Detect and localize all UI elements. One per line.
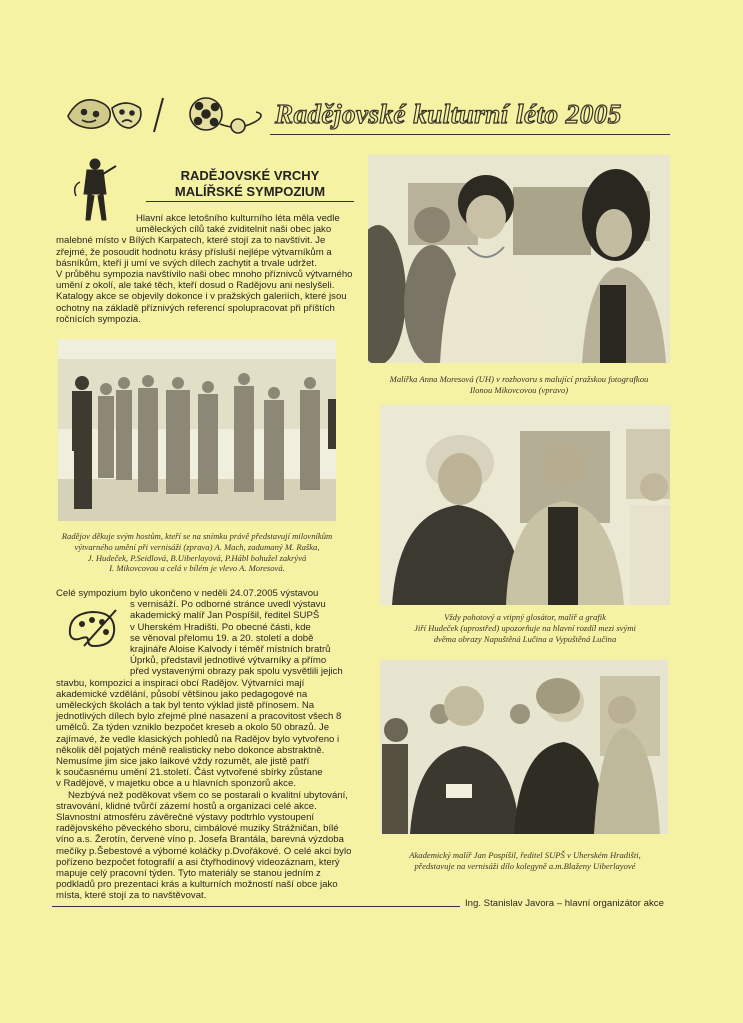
photo2-caption (50, 531, 344, 574)
caption-line: Ilonou Mikovcovou (vpravo) (469, 384, 569, 395)
footer-divider (52, 906, 460, 907)
caption-line: Malířka Anna Moresová (UH) v rozhovoru s malující pražskou fotografkou (389, 374, 649, 384)
text-line: s vernisáží. Po odborné stránce uvedl výstavu (130, 599, 326, 611)
text-line: Nezbývá než poděkovat všem co se postarali o kvalitní ubytování, (68, 789, 348, 801)
text-line: stavbu, kompozici a inspiraci obcí Radějov. Výtvarníci mají (56, 677, 305, 689)
text-line: v Radějově, v majetku obce a u hlavních sponzorů akce. (56, 778, 296, 790)
text-line: krajináře Aloise Kalvody i téměř místních bratrů (130, 644, 331, 656)
text-line: několik děl pojatých méně realisticky nebo dokonce abstraktně. (56, 744, 325, 756)
text-line: akademický malíř Jan Pospíšil, ředitel SUPŠ (130, 610, 320, 622)
heading-line-2: MALÍŘSKÉ SYMPOZIUM (174, 184, 326, 199)
film-reel-icon (190, 98, 261, 133)
intro-paragraph (56, 213, 358, 325)
text-line: ročnících sympozia. (56, 313, 141, 325)
text-line: Nemusíme jim sice jako laikové vždy rozumět, ale jistě patří (56, 756, 310, 768)
author-signature: Ing. Stanislav Javora – hlavní organizátor akce (465, 898, 664, 909)
heading-line-1: RADĚJOVSKÉ VRCHY (180, 168, 320, 183)
page-title: Radějovské kulturní léto 2005 (275, 99, 622, 129)
text-line: v Uherském Hradišti. Po obecné části, kde (130, 621, 311, 633)
photo1-caption (366, 374, 672, 396)
text-line: umění z okolí, ale také těch, kteří dosud o Radějovu ani neslyšeli. (56, 280, 335, 292)
caption-line: Vždy pohotový a vtipný glosátor, malíř a grafik (444, 612, 606, 622)
second-paragraph (56, 588, 358, 902)
text-line: jednotlivých dílech bylo zřejmé plné nasazení a pracovitost všech 8 (56, 711, 342, 723)
text-line: před vystavenými obrazy pak spolu vysvětlili jejich (130, 666, 343, 678)
caption-line: Akademický malíř Jan Pospíšil, ředitel SUPŠ v Uherském Hradišti, (409, 850, 641, 860)
text-line: místa, které stojí za to navštěvovat. (56, 890, 207, 902)
caption-line: dvěma obrazy Napuštěná Lučina a Vypuštěná Lučina (433, 633, 617, 644)
text-line: umělců. Za týden vzniklo bezpočet kreseb a okolo 50 obrazů. Je (56, 722, 330, 734)
text-line: mapuje celý pracovní týden. Tyto materiály se stanou jedním z (56, 868, 321, 880)
photo3-caption (378, 612, 672, 644)
text-line: Hlavní akce letošního kulturního léta měla vedle (136, 213, 340, 224)
text-line: se věnoval přelomu 19. a 20. století a době (130, 632, 314, 644)
caption-line: J. Hudeček, P.Seidlová, B.Uiberlayová, P.Hábl bohužel zakrývá (87, 552, 307, 563)
caption-line: představuje na vernisáži dílo kolegyně a.m.Blaženy Uiberlayové (414, 860, 636, 871)
text-line: ochotny na základě příznivých referencí spolupracovat při příštích (56, 302, 335, 314)
text-line: uměleckých školách a tak byl tento výklad jistě přínosem. Na (56, 700, 315, 712)
text-line: Katalogy akce se objevily dokonce i v pražských galeriích, které jsou (56, 291, 347, 303)
text-line: akademické vzdělání, působí většinou jako pedagogové na (56, 688, 308, 700)
photo-women-conversation (368, 155, 670, 363)
text-line: zajímavé, že vedle klasických pohledů na Radějov bylo vytvořeno i (56, 733, 340, 745)
caption-line: I. Mikovcovou a celá v bílém je vlevo A. Moresová. (109, 563, 285, 574)
article-heading (150, 168, 350, 200)
text-line: podkladů pro prezentaci krás a kulturních možností naší obce jako (56, 879, 338, 891)
text-line: k současnému umění 21.století. Část vytvořené sbírky zůstane (56, 767, 323, 779)
photo-group-of-artists (58, 339, 336, 521)
photo4-caption (378, 850, 672, 872)
photo-opening-speech (380, 660, 668, 834)
heading-underline (146, 201, 354, 202)
text-line: víno a.s. Žerotín, červené víno p. Josefa Brantála, barevná výzdoba (56, 834, 344, 846)
header-decoration (60, 88, 270, 138)
photo-artist-explaining (380, 405, 670, 605)
text-line: uměleckých cílů také zviditelnit naši obec jako (136, 224, 332, 236)
text-line: mečíky p.Šebestové a výborné koláčky p.Dvořákové. O celé akci bylo (56, 845, 352, 857)
caption-line: Radějov děkuje svým hostům, kteří se na snímku právě představují milovníkům (61, 531, 333, 541)
text-line: Slavnostní atmosféru závěrečné výstavy podtrhlo vystoupení (56, 812, 315, 824)
text-line: básníkům, kteří ji umí ve svých dílech zachytit a trvale udržet. (56, 257, 317, 269)
header-divider (270, 134, 670, 135)
text-line: malebné místo v Bílých Karpatech, které stojí za to navštívit. Je (56, 235, 326, 247)
drama-masks-icon (68, 100, 141, 128)
text-line: stravování, klidné tvůrčí zázemí hostů a organizaci celé akce. (56, 800, 317, 812)
text-line: radějovského pěveckého sboru, cimbálové muziky Strážničan, bílé (56, 823, 339, 835)
text-line: pořízeno bezpočet fotografií a asi čtyřhodinový videozáznam, který (56, 856, 340, 868)
caption-line: výtvarného umění při vernisáži (zprava) A. Mach, zadumaný M. Raška, (74, 541, 320, 552)
text-line: Celé sympozium bylo ukončeno v neděli 24.07.2005 výstavou (56, 588, 319, 599)
text-line: zřejmé, že posoudit hodnotu krásy přísluší nejlépe výtvarníkům a (56, 246, 332, 258)
text-line: Úprků, představil jednotlivé výtvarníky a přímo (130, 655, 327, 667)
caption-line: Jiří Hudeček (uprostřed) upozorňuje na hlavní rozdíl mezi svými (414, 622, 636, 633)
text-line: V průběhu sympozia navštívilo naši obec mnoho příznivců výtvarného (56, 269, 353, 281)
